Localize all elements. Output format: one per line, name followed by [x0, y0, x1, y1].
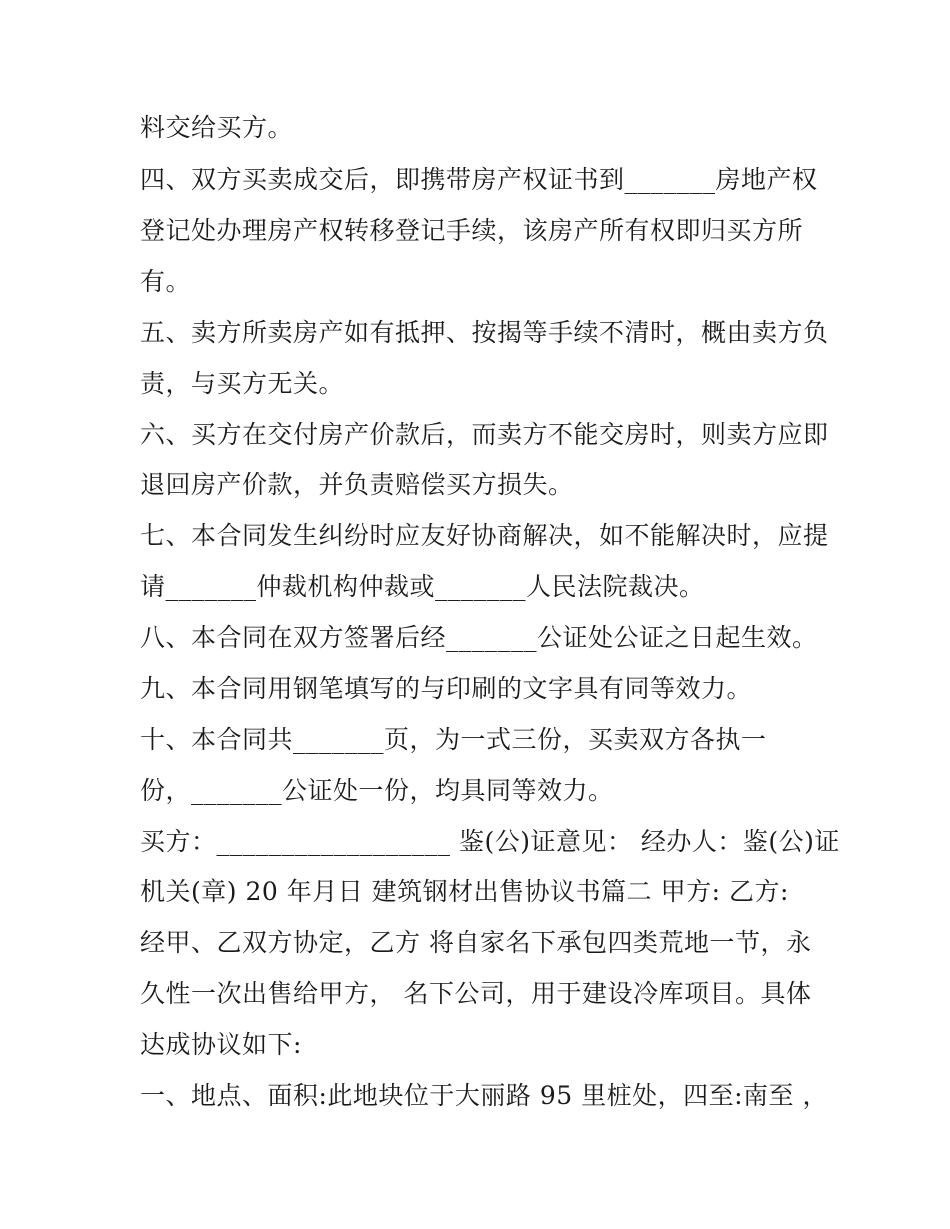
text-line: 久性一次出售给甲方， 名下公司，用于建设冷库项目。具体 — [140, 979, 812, 1008]
text-line: 一、地点、面积:此地块位于大丽路 95 里桩处，四至:南至 ， — [140, 1081, 828, 1110]
text-line: 经甲、乙双方协定，乙方 将自家名下承包四类荒地一节，永 — [140, 928, 812, 957]
text-line: 买方：__________________ 鉴(公)证意见： 经办人：鉴(公)证 — [140, 827, 840, 856]
text-line: 退回房产价款，并负责赔偿买方损失。 — [140, 470, 574, 499]
text-line: 料交给买方。 — [140, 113, 294, 142]
text-line: 七、本合同发生纠纷时应友好协商解决，如不能解决时，应提 — [140, 521, 829, 550]
text-line: 五、卖方所卖房产如有抵押、按揭等手续不清时，概由卖方负 — [140, 318, 829, 347]
text-line: 有。 — [140, 267, 192, 296]
text-line: 请_______仲裁机构仲裁或_______人民法院裁决。 — [140, 572, 705, 601]
text-line: 机关(章) 20 年月日 建筑钢材出售协议书篇二 甲方: 乙方: — [140, 877, 789, 906]
text-line: 四、双方买卖成交后，即携带房产权证书到_______房地产权 — [140, 165, 818, 194]
text-line: 份，_______公证处一份，均具同等效力。 — [140, 776, 614, 805]
text-line: 六、买方在交付房产价款后，而卖方不能交房时，则卖方应即 — [140, 420, 829, 449]
text-line: 九、本合同用钢笔填写的与印刷的文字具有同等效力。 — [140, 674, 753, 703]
text-line: 十、本合同共_______页，为一式三份，买卖双方各执一 — [140, 725, 767, 754]
text-line: 八、本合同在双方签署后经_______公证处公证之日起生效。 — [140, 623, 818, 652]
text-line: 登记处办理房产权转移登记手续，该房产所有权即归买方所 — [140, 216, 804, 245]
text-line: 达成协议如下: — [140, 1030, 302, 1059]
text-line: 责，与买方无关。 — [140, 369, 345, 398]
